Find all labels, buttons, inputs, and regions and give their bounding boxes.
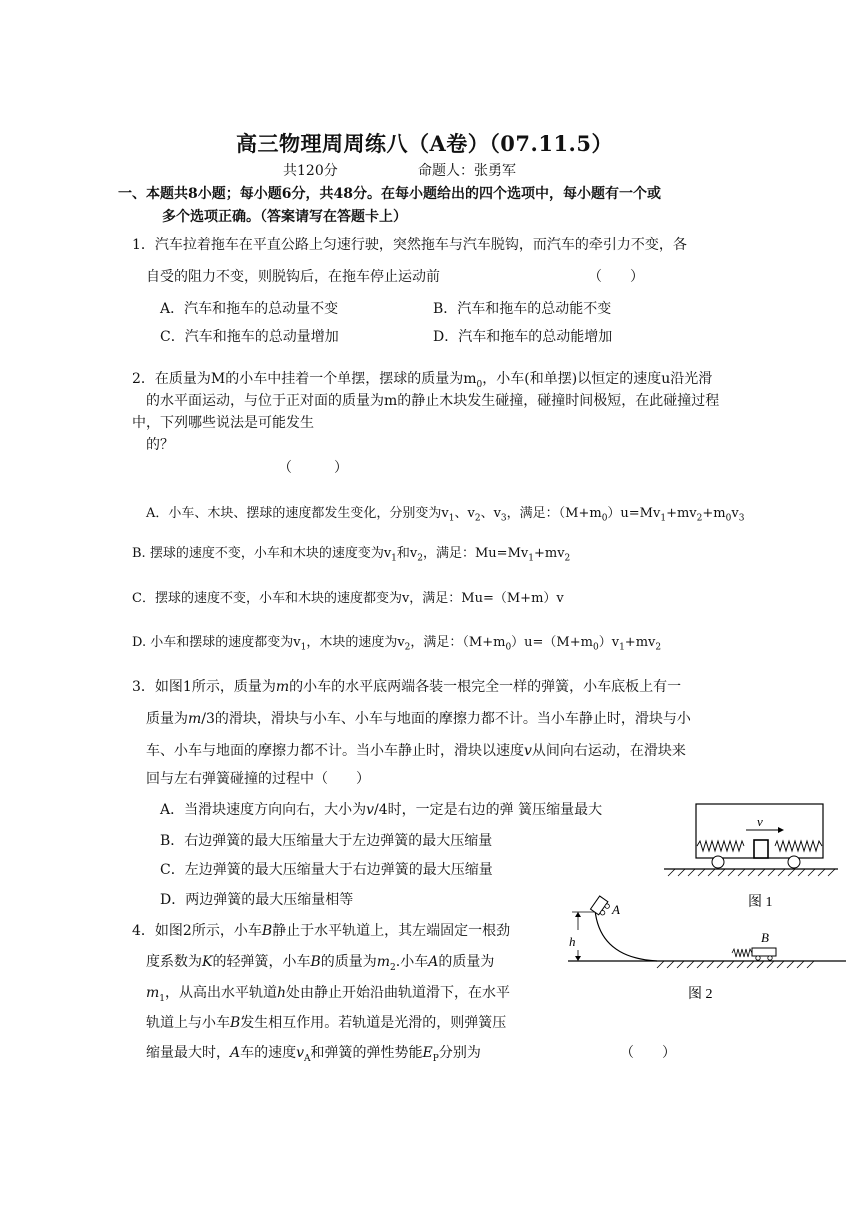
q4-stem-line2: 度系数为K的轻弹簧，小车B的质量为$m_2$.小车A的质量为 xyxy=(146,954,495,973)
q1-answer-blank: （ ） xyxy=(588,269,644,285)
q2-stem-line1: 2．在质量为M的小车中挂着一个单摆，摆球的质量为$m_0$，小车(和单摆)以恒定的速度u沿光滑 xyxy=(132,371,713,390)
q4-stem-line1: 4．如图2所示，小车B静止于水平轨道上，其左端固定一根劲 xyxy=(132,923,511,939)
spring-b xyxy=(732,949,752,957)
wheel-left xyxy=(712,856,724,868)
q1-option-a: A．汽车和拖车的总动量不变 xyxy=(160,301,339,317)
section-heading-cont: 多个选项正确。（答案请写在答题卡上） xyxy=(162,209,407,225)
q2-option-c: C．摆球的速度不变，小车和木块的速度都变为v，满足：Mu=（M+m）v xyxy=(132,591,564,606)
track-hatch xyxy=(657,961,814,968)
q1-option-d: D．汽车和拖车的总动能增加 xyxy=(433,329,613,345)
q1-stem-line2: 自受的阻力不变，则脱钩后，在拖车停止运动前 xyxy=(146,269,440,285)
q4-answer-blank: （ ） xyxy=(620,1045,676,1061)
q4-stem-line3: $m_1$，从高出水平轨道h处由静止开始沿曲轨道滑下，在水平 xyxy=(146,985,511,1004)
figure-1-caption: 图 1 xyxy=(748,895,773,910)
q4-stem-line4: 轨道上与小车B发生相互作用。若轨道是光滑的，则弹簧压 xyxy=(146,1015,507,1031)
total-score: 共120分 xyxy=(283,163,338,179)
label-b: B xyxy=(761,930,769,945)
curved-track xyxy=(595,910,657,961)
q3-option-b: B．右边弹簧的最大压缩量大于左边弹簧的最大压缩量 xyxy=(160,833,493,849)
right-spring xyxy=(775,841,822,851)
section-heading: 一、本题共8小题；每小题6分，共48分。在每小题给出的四个选项中，每小题有一个或 xyxy=(118,186,661,202)
wheel-right xyxy=(788,856,800,868)
q2-answer-blank: （ ） xyxy=(278,460,348,476)
q3-option-d: D．两边弹簧的最大压缩量相等 xyxy=(160,892,354,908)
velocity-arrow xyxy=(778,827,784,833)
left-spring xyxy=(697,841,744,851)
q4-stem-line5: 缩量最大时，A车的速度$v_A$和弹簧的弹性势能$E_P$分别为 xyxy=(146,1045,481,1064)
q2-stem-line4: 的？ xyxy=(146,437,174,453)
cart-b xyxy=(752,948,776,956)
author: 命题人：张勇军 xyxy=(418,163,516,179)
figure-2-caption: 图 2 xyxy=(688,987,713,1002)
q3-option-c: C．左边弹簧的最大压缩量大于右边弹簧的最大压缩量 xyxy=(160,862,493,878)
label-v: v xyxy=(757,814,763,829)
slider-block xyxy=(754,840,768,858)
figure-2-track xyxy=(562,892,852,1010)
page-title: 高三物理周周练八（A卷）（07.11.5） xyxy=(236,131,613,156)
cart-a xyxy=(590,896,611,917)
ground-hatch xyxy=(668,869,835,876)
q3-option-a: A．当滑块速度方向向右，大小为v/4时，一定是右边的弹 簧压缩量最大 xyxy=(160,802,603,818)
q1-option-b: B．汽车和拖车的总动能不变 xyxy=(433,301,612,317)
q3-stem-line4: 回与左右弹簧碰撞的过程中（ ） xyxy=(146,771,370,787)
label-a: A xyxy=(612,902,620,917)
q2-option-b: B. 摆球的速度不变，小车和木块的速度变为$v_1$和$v_2$，满足：$Mu=Mv_1+mv_2$ xyxy=(132,546,571,564)
q1-stem-line1: 1．汽车拉着拖车在平直公路上匀速行驶，突然拖车与汽车脱钩，而汽车的牵引力不变，各 xyxy=(132,237,687,253)
q2-option-d: D. 小车和摆球的速度都变为$v_1$，木块的速度为$v_2$，满足：$(M+m_0)u=(M+m_0)v_1+mv_2$ xyxy=(132,635,662,653)
q3-stem-line1: 3．如图1所示，质量为m的小车的水平底两端各装一根完全一样的弹簧，小车底板上有一 xyxy=(132,679,682,695)
q2-option-a: A．小车、木块、摆球的速度都发生变化，分别变为$v_1$、$v_2$、$v_3$，满足：$(M+m_0)u=Mv_1+mv_2+m_0v_3$ xyxy=(146,506,745,524)
q2-stem-line3: 中，下列哪些说法是可能发生 xyxy=(132,415,314,431)
q3-stem-line3: 车、小车与地面的摩擦力都不计。当小车静止时，滑块以速度v从间向右运动，在滑块来 xyxy=(146,743,686,759)
q2-stem-line2: 的水平面运动，与位于正对面的质量为m的静止木块发生碰撞，碰撞时间极短，在此碰撞过程 xyxy=(146,393,720,409)
q1-option-c: C．汽车和拖车的总动量增加 xyxy=(160,329,339,345)
q3-stem-line2: 质量为m/3的滑块，滑块与小车、小车与地面的摩擦力都不计。当小车静止时，滑块与小 xyxy=(146,711,691,727)
label-h: h xyxy=(569,934,576,949)
